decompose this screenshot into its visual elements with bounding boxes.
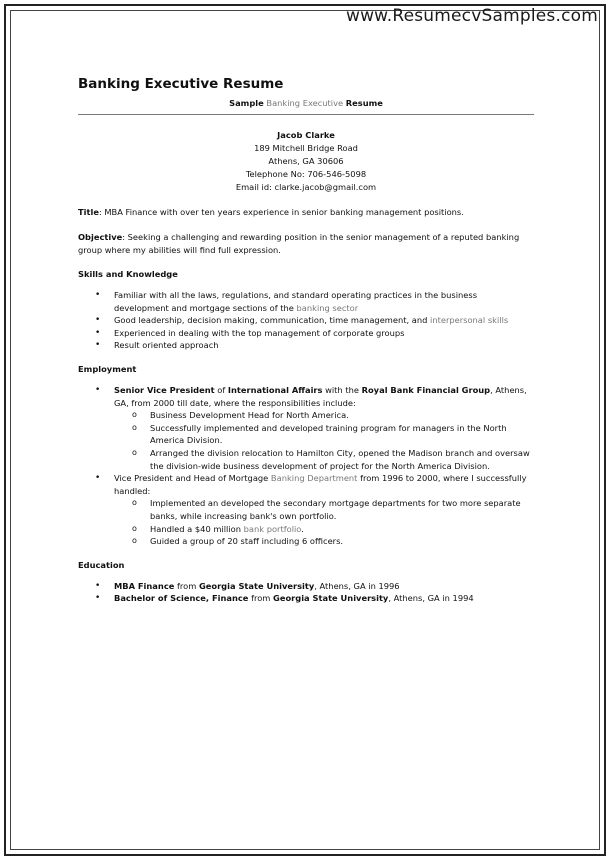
employment-list: [78, 384, 534, 548]
education-heading: Education: [78, 559, 125, 570]
interpersonal-skills-link[interactable]: interpersonal skills: [430, 315, 509, 326]
list-item: o Arranged the division relocation to Hamilton City, opened the Madison branch and oversaw the division-wide business development of project for the North America Division.: [114, 447, 534, 472]
banking-department-link[interactable]: Banking Department: [270, 473, 358, 484]
subtitle: [78, 98, 534, 115]
objective-text: : Seeking a challenging and rewarding position in the senior management of a reputed banking group where my abilities will find full expression.: [78, 232, 520, 255]
list-item: • MBA Finance from Georgia State University, Athens, GA in 1996: [78, 580, 534, 593]
list-item: o Guided a group of 20 staff including 6 officers.: [114, 535, 534, 548]
employment-heading: Employment: [78, 363, 137, 374]
city-line: Athens, GA 30606: [268, 156, 344, 166]
phone-line: Telephone No: 706-546-5098: [245, 169, 367, 179]
list-item: • Bachelor of Science, Finance from Georgia State University, Athens, GA in 1994: [78, 592, 534, 605]
address-line: 189 Mitchell Bridge Road: [254, 143, 358, 153]
job-entry: • Senior Vice President of International Affairs with the Royal Bank Financial Group, Athens, GA, from 2000 till date, where the responsibilities include: o Business Development Head for North America. o Successfully implemented and developed training program for managers in the North America Division. o Arranged the division relocation to Hamilton City, opened the Madison branch and oversaw the division-wide business development of project for the North America Division.: [78, 384, 534, 472]
contact-block: [78, 129, 534, 194]
list-item: • Good leadership, decision making, communication, time management, and interpersonal skills: [78, 314, 534, 327]
list-item: • Experienced in dealing with the top management of corporate groups: [78, 327, 534, 340]
document-title: Banking Executive Resume: [78, 76, 284, 92]
list-item: o Successfully implemented and developed training program for managers in the North America Division.: [114, 422, 534, 447]
job1-company: Royal Bank Financial Group: [361, 384, 491, 395]
list-item: o Implemented an developed the secondary mortgage departments for two more separate banks, while increasing bank's own portfolio.: [114, 497, 534, 522]
title-line: [78, 206, 534, 219]
resume-document: [78, 76, 534, 605]
candidate-name: Jacob Clarke: [277, 130, 335, 140]
objective-label: Objective: [78, 232, 123, 242]
subtitle-bold: Sample: [229, 98, 264, 108]
job1-duties: [114, 409, 534, 472]
subtitle-link[interactable]: Banking Executive: [266, 98, 344, 108]
list-item: o Handled a $40 million bank portfolio.: [114, 523, 534, 536]
job1-role: Senior Vice President: [114, 384, 215, 395]
title-text: : MBA Finance with over ten years experience in senior banking management positions.: [98, 207, 464, 217]
job2-duties: [114, 497, 534, 547]
bank-portfolio-link[interactable]: bank portfolio: [243, 523, 302, 534]
email-line: Email id: clarke.jacob@gmail.com: [235, 182, 377, 192]
list-item: • Familiar with all the laws, regulations, and standard operating practices in the business development and mortgage sections of the banking sector: [78, 289, 534, 314]
skills-heading: Skills and Knowledge: [78, 269, 178, 279]
education-list: [78, 580, 534, 605]
list-item: • Result oriented approach: [78, 339, 534, 352]
banking-sector-link[interactable]: banking sector: [296, 302, 359, 313]
subtitle-tail: Resume: [345, 98, 383, 108]
skills-list: [78, 289, 534, 352]
job-entry: • Vice President and Head of Mortgage Banking Department from 1996 to 2000, where I successfully handled: o Implemented an developed the secondary mortgage departments for two more separate banks, while increasing bank's own portfolio. o Handled a $40 million bank portfolio. o Guided a group of 20 staff including 6 officers.: [78, 472, 534, 548]
site-watermark: www.ResumecvSamples.com: [345, 6, 598, 26]
list-item: o Business Development Head for North America.: [114, 409, 534, 422]
objective-line: [78, 231, 534, 257]
job1-dept: International Affairs: [227, 384, 323, 395]
title-label: Title: [78, 207, 99, 217]
